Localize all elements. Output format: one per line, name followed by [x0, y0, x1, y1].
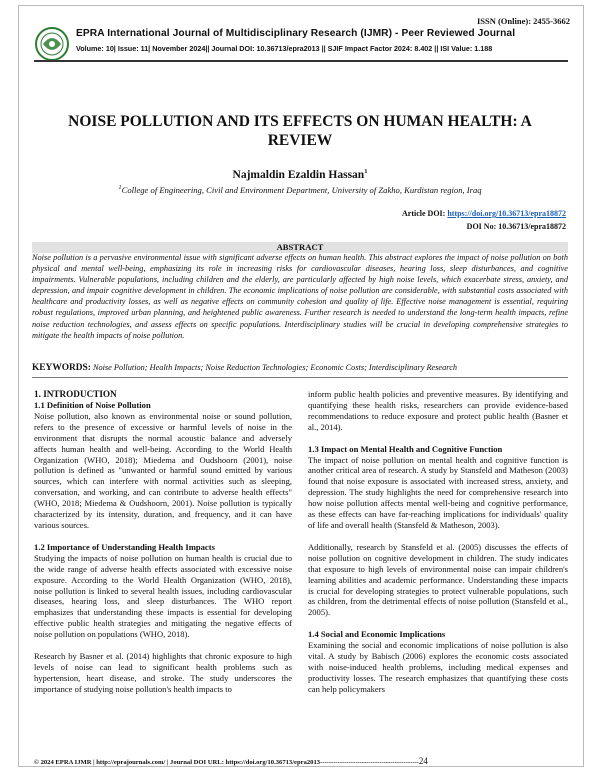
- section-heading-introduction: 1. INTRODUCTION: [34, 389, 117, 399]
- author-name: Najmaldin Ezaldin Hassan: [232, 168, 365, 181]
- paragraph: Studying the impacts of noise pollution on human health is crucial due to the wide range of adverse health effects associated with excessive noise exposure. According to the World Health Organization (WHO, 2018), noise pollution is linked to several health issues, including cardiovascular diseases, hearing loss, and sleep disturbances. The WHO report emphasizes that understanding these impacts is essential for developing effective public health strategies and mitigating the negative effects of noise pollution on populations (WHO, 2018).: [34, 552, 292, 640]
- keywords-divider: [32, 377, 568, 378]
- subsection-heading-1-2: 1.2 Importance of Understanding Health Impacts: [34, 541, 215, 552]
- author-sup: 1: [364, 168, 368, 175]
- abstract-text: Noise pollution is a pervasive environmental issue with significant adverse effects on human health. This abstract explores the impact of noise pollution on both physical and mental well-being, emphasizing its role in increasing risks for cardiovascular diseases, hearing loss, sleep disturbances, and cognitive impairments. Vulnerable populations, including children and the elderly, are particularly affected by high noise levels, which exacerbate stress, anxiety, and depression, and impair cognitive development in children. The economic implications of noise pollution are considerable, with substantial costs associated with healthcare and productivity losses, as well as negative effects on community cohesion and quality of life. Effective noise management is essential, requiring robust regulations, improved urban planning, and heightened public awareness. Further research is needed to understand the long-term health impacts, refine noise reduction technologies, and assess effects on specific populations. Interdisciplinary studies will be crucial in developing comprehensive strategies to mitigate the health impacts of noise pollution.: [32, 253, 568, 340]
- author-line: [0, 168, 600, 181]
- footer-dashes: ---------------------------------------------: [320, 759, 419, 766]
- footer-text: © 2024 EPRA IJMR | http://eprajournals.com/ | Journal DOI URL: https://doi.org/10.36713/epra2013: [34, 759, 321, 766]
- affiliation-sup: 1: [118, 184, 122, 191]
- right-column: [308, 389, 568, 695]
- subsection-heading-1-3: 1.3 Impact on Mental Health and Cognitive Function: [308, 443, 503, 454]
- doi-label: Article DOI:: [402, 209, 446, 218]
- page-number: 24: [418, 756, 428, 766]
- doi-number: DOI No: 10.36713/epra18872: [466, 222, 566, 231]
- keywords-line: [32, 362, 568, 374]
- left-column: [34, 389, 292, 695]
- doi-link[interactable]: https://doi.org/10.36713/epra18872: [447, 209, 566, 218]
- header-divider: [34, 60, 568, 62]
- paragraph: inform public health policies and preventive measures. By identifying and quantifying these health risks, researchers can provide evidence-based recommendations to reduce exposure and protect public health (Basner et al., 2014).: [308, 389, 568, 432]
- article-doi-line: [402, 209, 566, 218]
- page-footer: [34, 756, 568, 766]
- abstract-heading: ABSTRACT: [32, 242, 568, 253]
- paragraph: Research by Basner et al. (2014) highlights that chronic exposure to high levels of noise can lead to significant health problems such as hypertension, heart disease, and stroke. The study underscores the importance of studying noise pollution's health impacts to: [34, 651, 292, 694]
- journal-logo-icon: [34, 26, 70, 62]
- affiliation: College of Engineering, Civil and Environment Department, University of Zakho, Kurdistan region, Iraq: [121, 184, 482, 195]
- subsection-heading-1-1: 1.1 Definition of Noise Pollution: [34, 400, 151, 410]
- paragraph: The impact of noise pollution on mental health and cognitive function is another critical area of research. A study by Stansfeld and Matheson (2003) found that noise exposure is associated with increased stress, anxiety, and depression. The study highlights the need for comprehensive research into how noise pollution affects mental well-being and cognitive performance, as these effects can have far-reaching implications for individuals' quality of life and overall health (Stansfeld & Matheson, 2003).: [308, 454, 568, 530]
- paragraph: Additionally, research by Stansfeld et al. (2005) discusses the effects of noise pollution on cognitive development in children. The study indicates that exposure to high levels of environmental noise can impair children's learning abilities and academic performance. Understanding these impacts is crucial for developing strategies to protect vulnerable populations, such as children, from the detrimental effects of noise pollution (Stansfeld et al., 2005).: [308, 541, 568, 618]
- journal-meta: Volume: 10| Issue: 11| November 2024|| Journal DOI: 10.36713/epra2013 || SJIF Impact Factor 2024: 8.402 || ISI Value: 1.188: [76, 44, 493, 53]
- issn: ISSN (Online): 2455-3662: [476, 16, 570, 26]
- paragraph: Examining the social and economic implications of noise pollution is also vital. A study by Babisch (2006) explores the economic costs associated with noise-induced health problems, including medical expenses and productivity losses. The research emphasizes that quantifying these costs can help policymakers: [308, 640, 568, 694]
- subsection-heading-1-4: 1.4 Social and Economic Implications: [308, 629, 446, 640]
- keywords-list: Noise Pollution; Health Impacts; Noise Reduction Technologies; Economic Costs; Interdisciplinary Research: [92, 363, 458, 372]
- paragraph: Noise pollution, also known as environmental noise or sound pollution, refers to the presence of excessive or harmful levels of noise in the environment that disrupts the normal acoustic balance and adversely affects human health and well-being. According to the World Health Organization (WHO, 2018); Miedema and Oudshoorn (2001), noise pollution is defined as "unwanted or harmful sound emitted by various sources, which can interfere with normal activities such as sleeping, conversation, and working, and can contribute to adverse health effects" (WHO, 2018; Miedema & Oudshoorn, 2001). Noise pollution is typically characterized by its intensity, duration, and frequency, and it can have various sources.: [34, 410, 292, 530]
- journal-name: EPRA International Journal of Multidisciplinary Research (IJMR) - Peer Reviewed Journal: [76, 28, 516, 39]
- keywords-label: KEYWORDS:: [32, 363, 91, 373]
- affiliation-line: [0, 184, 600, 195]
- article-title: NOISE POLLUTION AND ITS EFFECTS ON HUMAN HEALTH: A REVIEW: [68, 113, 532, 149]
